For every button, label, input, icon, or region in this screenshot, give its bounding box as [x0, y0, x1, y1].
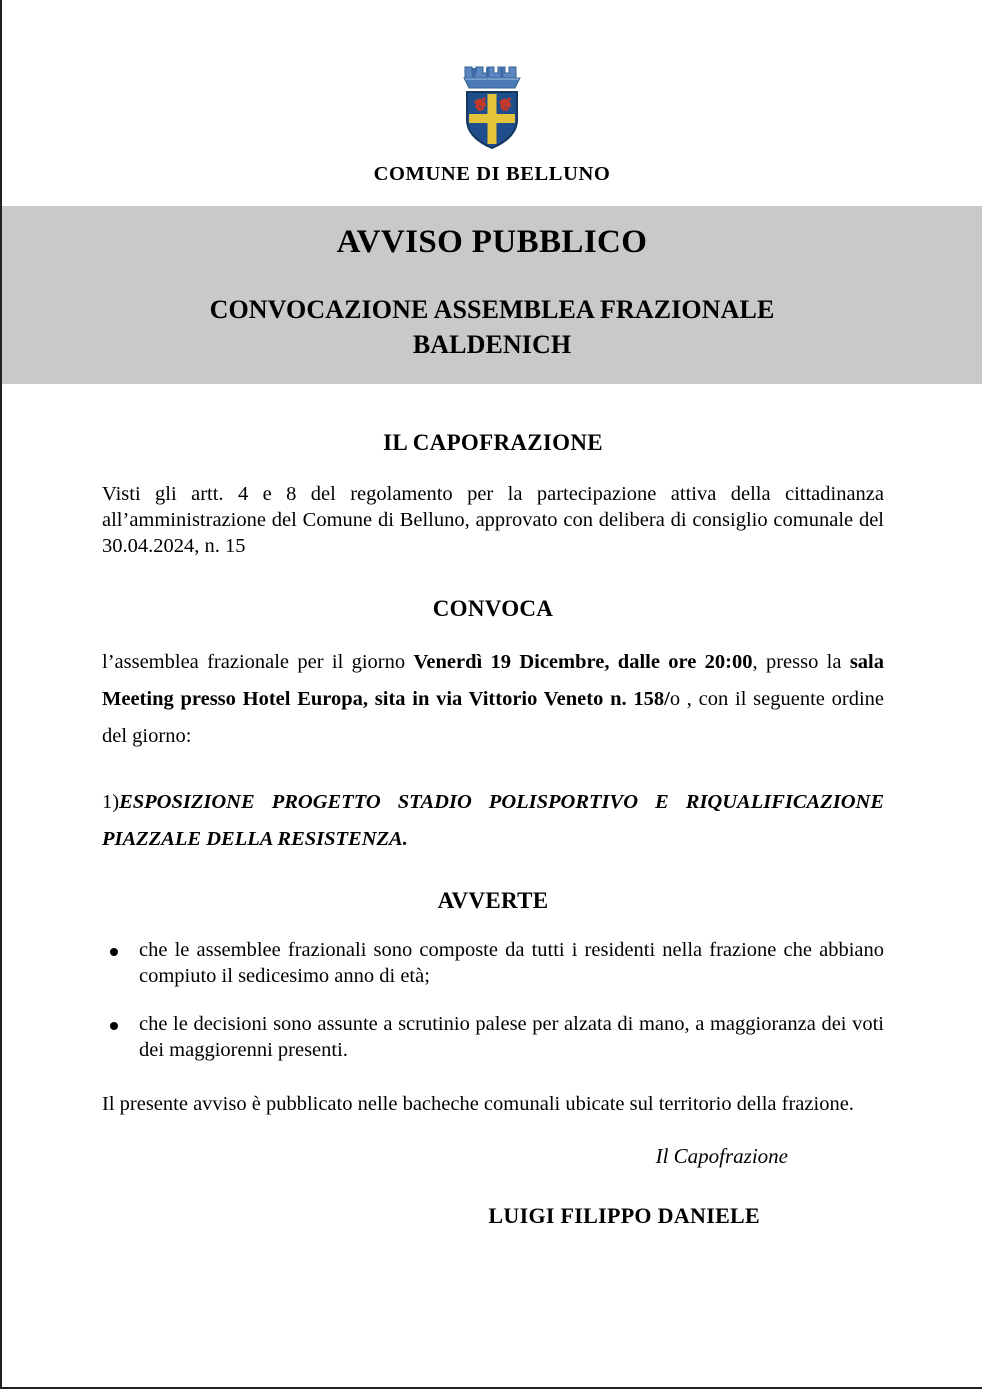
notice-subtitle-line1: CONVOCAZIONE ASSEMBLEA FRAZIONALE — [209, 295, 775, 325]
bullet-icon — [110, 1022, 118, 1030]
notice-subtitle — [62, 293, 922, 362]
heading-capofrazione: IL CAPOFRAZIONE — [383, 430, 603, 456]
list-item — [102, 1012, 884, 1064]
notices-list — [102, 938, 884, 1063]
convoca-text-3: , con il seguente ordine del giorno: — [102, 688, 884, 748]
header-crest-block — [2, 0, 982, 186]
notice-banner — [2, 206, 982, 384]
convoca-text-2: , presso la — [752, 650, 850, 673]
comune-name-label: COMUNE DI BELLUNO — [373, 163, 611, 185]
paragraph-convoca — [102, 644, 884, 756]
signature-name: LUIGI FILIPPO DANIELE — [488, 1202, 760, 1228]
odg-number: 1) — [102, 790, 120, 813]
paragraph-visti: Visti gli artt. 4 e 8 del regolamento per la partecipazione attiva della cittadinanza all’amministrazione del Comune di Belluno, approvato con delibera di consiglio comunale del 30.04.2024, n. 15 — [102, 483, 884, 558]
convoca-venue-tail: o — [669, 688, 681, 711]
convoca-date-time: Venerdì 19 Dicembre, dalle ore 20:00 — [413, 650, 753, 673]
notice-text: che le decisioni sono assunte a scrutinio palese per alzata di mano, a maggioranza dei voti dei maggiorenni presenti. — [139, 1013, 884, 1061]
heading-avverte: AVVERTE — [437, 888, 549, 914]
convoca-venue: sala Meeting presso Hotel Europa, sita in via Vittorio Veneto n. 158/ — [102, 650, 884, 711]
convoca-text-1: l’assemblea frazionale per il giorno — [102, 650, 414, 673]
paragraph-closing: Il presente avviso è pubblicato nelle bacheche comunali ubicate sul territorio della frazione. — [102, 1092, 854, 1115]
notice-subtitle-line2: BALDENICH — [412, 329, 572, 359]
notice-body — [2, 430, 982, 1228]
signature-role: Il Capofrazione — [655, 1143, 788, 1168]
signature-block — [102, 1144, 884, 1229]
ordine-del-giorno-item-1 — [102, 784, 884, 859]
list-item — [102, 938, 884, 990]
notice-title: AVVISO PUBBLICO — [336, 224, 648, 260]
belluno-coat-of-arms-icon — [452, 58, 532, 150]
odg-text: ESPOSIZIONE PROGETTO STADIO POLISPORTIVO E RIQUALIFICAZIONE PIAZZALE DELLA RESISTENZA. — [102, 790, 884, 851]
bullet-icon — [110, 948, 118, 956]
heading-convoca: CONVOCA — [432, 595, 554, 621]
notice-text: che le assemblee frazionali sono composte da tutti i residenti nella frazione che abbiano compiuto il sedicesimo anno di età; — [139, 939, 884, 988]
